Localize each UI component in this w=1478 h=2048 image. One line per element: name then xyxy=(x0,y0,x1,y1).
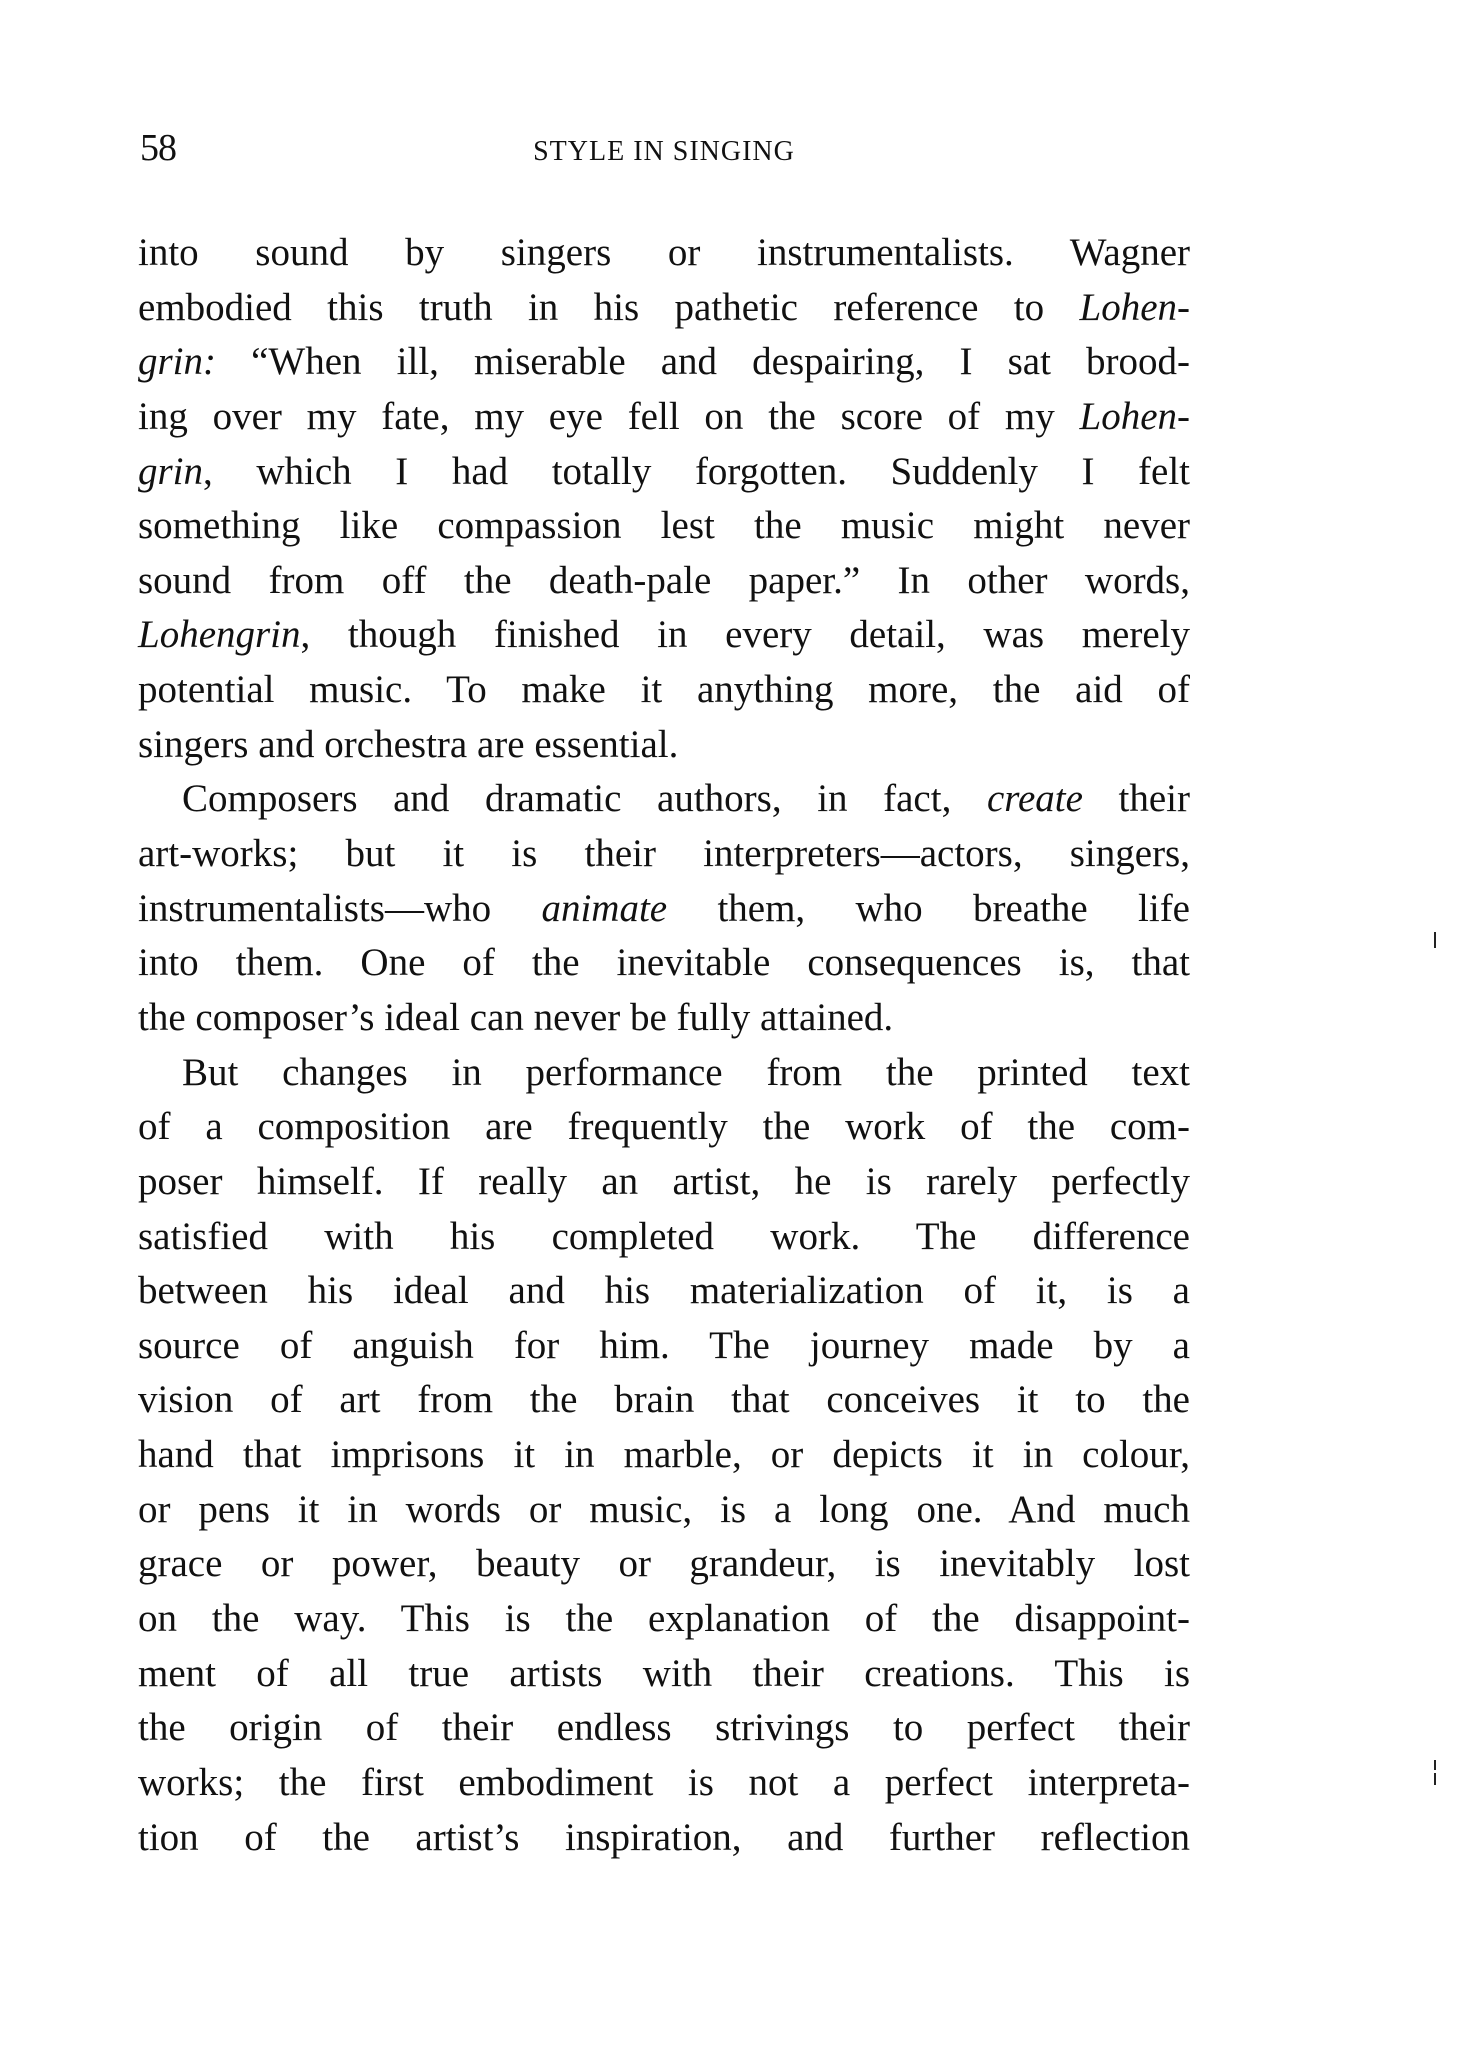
running-head: STYLE IN SINGING xyxy=(533,136,795,167)
text-line xyxy=(138,1210,1190,1265)
text-segment: satisfied with his completed work. The difference xyxy=(138,1214,1190,1258)
text-segment: instrumentalists—who xyxy=(138,886,542,930)
text-segment: into them. One of the inevitable consequences is, that xyxy=(138,941,1190,985)
italic-text: grin xyxy=(138,449,204,493)
text-segment: potential music. To make it anything more, the aid of xyxy=(138,668,1190,712)
text-line xyxy=(138,1701,1190,1756)
text-line xyxy=(138,1811,1190,1866)
text-line xyxy=(138,936,1190,991)
text-line xyxy=(138,772,1190,827)
text-line xyxy=(138,1100,1190,1155)
text-segment: , which I had totally forgotten. Suddenly I felt xyxy=(203,449,1190,493)
text-line xyxy=(138,1756,1190,1811)
text-segment: into sound by singers or instrumentalists. Wagner xyxy=(138,231,1190,274)
text-segment: something like compassion lest the music might never xyxy=(138,504,1190,548)
italic-text: grin: xyxy=(138,340,216,384)
margin-mark xyxy=(1434,932,1436,948)
margin-mark xyxy=(1434,1773,1436,1785)
text-segment: “When ill, miserable and despairing, I sat brood- xyxy=(216,340,1190,384)
text-segment: of a composition are frequently the work of the com- xyxy=(138,1105,1190,1149)
text-segment: them, who breathe life xyxy=(667,886,1190,930)
text-line xyxy=(138,882,1190,937)
text-line xyxy=(138,226,1190,281)
text-line xyxy=(138,281,1190,336)
text-segment: poser himself. If really an artist, he is rarely perfectly xyxy=(138,1159,1190,1203)
text-line xyxy=(138,1592,1190,1647)
text-line xyxy=(138,445,1190,500)
text-segment: grace or power, beauty or grandeur, is inevitably lost xyxy=(138,1542,1190,1586)
paragraph xyxy=(138,1046,1190,1866)
margin-mark xyxy=(1434,1760,1436,1770)
text-segment: tion of the artist’s inspiration, and further reflection xyxy=(138,1815,1190,1859)
text-line xyxy=(138,1647,1190,1702)
text-segment: sound from off the death-pale paper.” In other words, xyxy=(138,558,1190,602)
text-segment: ment of all true artists with their creations. This is xyxy=(138,1651,1190,1695)
text-segment: or pens it in words or music, is a long one. And much xyxy=(138,1487,1190,1531)
text-line xyxy=(138,554,1190,609)
text-segment: ing over my fate, my eye fell on the score of my xyxy=(138,394,1080,438)
text-line xyxy=(138,499,1190,554)
text-line xyxy=(138,1483,1190,1538)
text-line xyxy=(138,1155,1190,1210)
text-line xyxy=(138,335,1190,390)
italic-text: animate xyxy=(541,886,668,930)
text-segment: between his ideal and his materialization of it, is a xyxy=(138,1269,1190,1313)
text-line xyxy=(138,718,1190,773)
text-segment: the composer’s ideal can never be fully attained. xyxy=(138,995,894,1039)
text-segment: Composers and dramatic authors, in fact, xyxy=(182,777,987,821)
body-text xyxy=(138,226,1190,1865)
text-segment: on the way. This is the explanation of the disappoint- xyxy=(138,1597,1190,1641)
text-segment: their xyxy=(1082,777,1191,821)
text-line xyxy=(138,1537,1190,1592)
italic-text: Lohengrin xyxy=(138,613,301,657)
text-segment: But changes in performance from the printed text xyxy=(182,1050,1190,1094)
text-line xyxy=(138,390,1190,445)
page-number: 58 xyxy=(140,127,176,169)
italic-text: Lohen- xyxy=(1079,285,1190,329)
text-segment: singers and orchestra are essential. xyxy=(138,722,679,766)
text-segment: embodied this truth in his pathetic reference to xyxy=(138,285,1080,329)
text-line xyxy=(138,1046,1190,1101)
text-line xyxy=(138,1428,1190,1483)
text-line xyxy=(138,827,1190,882)
text-line xyxy=(138,1319,1190,1374)
text-line xyxy=(138,608,1190,663)
text-segment: hand that imprisons it in marble, or depicts it in colour, xyxy=(138,1433,1190,1477)
text-line xyxy=(138,663,1190,718)
italic-text: Lohen- xyxy=(1079,394,1190,438)
paragraph xyxy=(138,772,1190,1045)
text-segment: art-works; but it is their interpreters—actors, singers, xyxy=(138,832,1190,876)
text-segment: the origin of their endless strivings to perfect their xyxy=(138,1706,1190,1750)
text-line xyxy=(138,1373,1190,1428)
text-segment: , though finished in every detail, was merely xyxy=(300,613,1190,657)
italic-text: create xyxy=(986,777,1083,821)
text-segment: works; the first embodiment is not a perfect interpreta- xyxy=(138,1760,1190,1804)
text-line xyxy=(138,991,1190,1046)
text-segment: vision of art from the brain that conceives it to the xyxy=(138,1378,1190,1422)
text-segment: source of anguish for him. The journey made by a xyxy=(138,1323,1190,1367)
text-line xyxy=(138,1264,1190,1319)
paragraph xyxy=(138,226,1190,772)
